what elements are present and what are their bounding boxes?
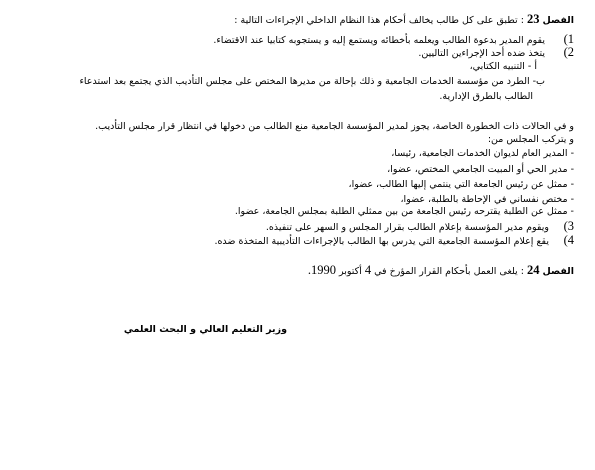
article-title: الفصل bbox=[542, 266, 574, 277]
article-23-heading bbox=[234, 13, 574, 27]
item-2 bbox=[418, 46, 574, 60]
article-24-text: : يلغى العمل بأحكام القرار المؤرخ في bbox=[374, 266, 524, 277]
council-member: - ممثل عن رئيس الجامعة التي ينتمي إليها الطالب، عضوا، bbox=[348, 179, 574, 190]
council-intro: و يتركب المجلس من: bbox=[487, 134, 574, 145]
article-number: 24 bbox=[526, 263, 540, 277]
item-4-number: 4) bbox=[563, 233, 574, 247]
item-1 bbox=[213, 33, 574, 47]
date-month: أكتوبر bbox=[339, 266, 362, 277]
item-4 bbox=[214, 234, 574, 248]
special-case-paragraph: و في الحالات ذات الخطورة الخاصة، يجوز لمدير المؤسسة الجامعية منع الطالب من دخولها في انتظار قرار مجلس التأديب. bbox=[95, 121, 574, 132]
sub-item-b-line-2: الطالب بالطرق الإدارية. bbox=[439, 91, 533, 102]
council-member: - ممثل عن الطلبة يقترحه رئيس الجامعة من بين ممثلي الطلبة بمجلس الجامعة، عضوا. bbox=[234, 206, 574, 217]
article-title: الفصل bbox=[542, 15, 574, 26]
item-1-text: يقوم المدير بدعوة الطالب ويعلمه بأخطائه ويستمع إليه و يستجوبه كتابيا عند الاقتضاء. bbox=[213, 35, 545, 46]
item-2-number: 2) bbox=[563, 45, 574, 59]
item-3-number: 3) bbox=[563, 219, 574, 233]
article-intro: : تطبق على كل طالب يخالف أحكام هذا النظام الداخلي الإجراءات التالية : bbox=[234, 15, 524, 26]
item-3-text: ويقوم مدير المؤسسة بإعلام الطالب بقرار المجلس و السهر على تنفيذه. bbox=[265, 222, 549, 233]
sub-item-a: أ - التنبيه الكتابي، bbox=[469, 61, 537, 72]
article-24 bbox=[308, 264, 574, 278]
item-3 bbox=[266, 220, 574, 234]
date-year: 1990. bbox=[307, 263, 336, 277]
item-1-number: 1) bbox=[563, 32, 574, 46]
council-member: - المدير العام لديوان الخدمات الجامعية، رئيسا، bbox=[391, 148, 574, 159]
council-member: - مدير الحي أو المبيت الجامعي المختص، عضوا، bbox=[387, 164, 574, 175]
item-2-text: يتخذ ضده أحد الإجراءين التاليين. bbox=[418, 48, 545, 59]
minister-signature: وزير التعليم العالي و البحث العلمي bbox=[123, 324, 287, 335]
date-day: 4 bbox=[364, 263, 372, 277]
sub-item-b-line-1: ب- الطرد من مؤسسة الخدمات الجامعية و ذلك بإحالة من مديرها المختص على مجلس التأديب الذي يجتمع بعد استدعاء bbox=[79, 76, 545, 87]
article-number: 23 bbox=[526, 12, 540, 26]
council-member: - مختص نفساني في الإحاطة بالطلبة، عضوا، bbox=[400, 194, 574, 205]
item-4-text: يقع إعلام المؤسسة الجامعية التي يدرس بها الطالب بالإجراءات التأديبية المتخذة ضده. bbox=[214, 236, 549, 247]
